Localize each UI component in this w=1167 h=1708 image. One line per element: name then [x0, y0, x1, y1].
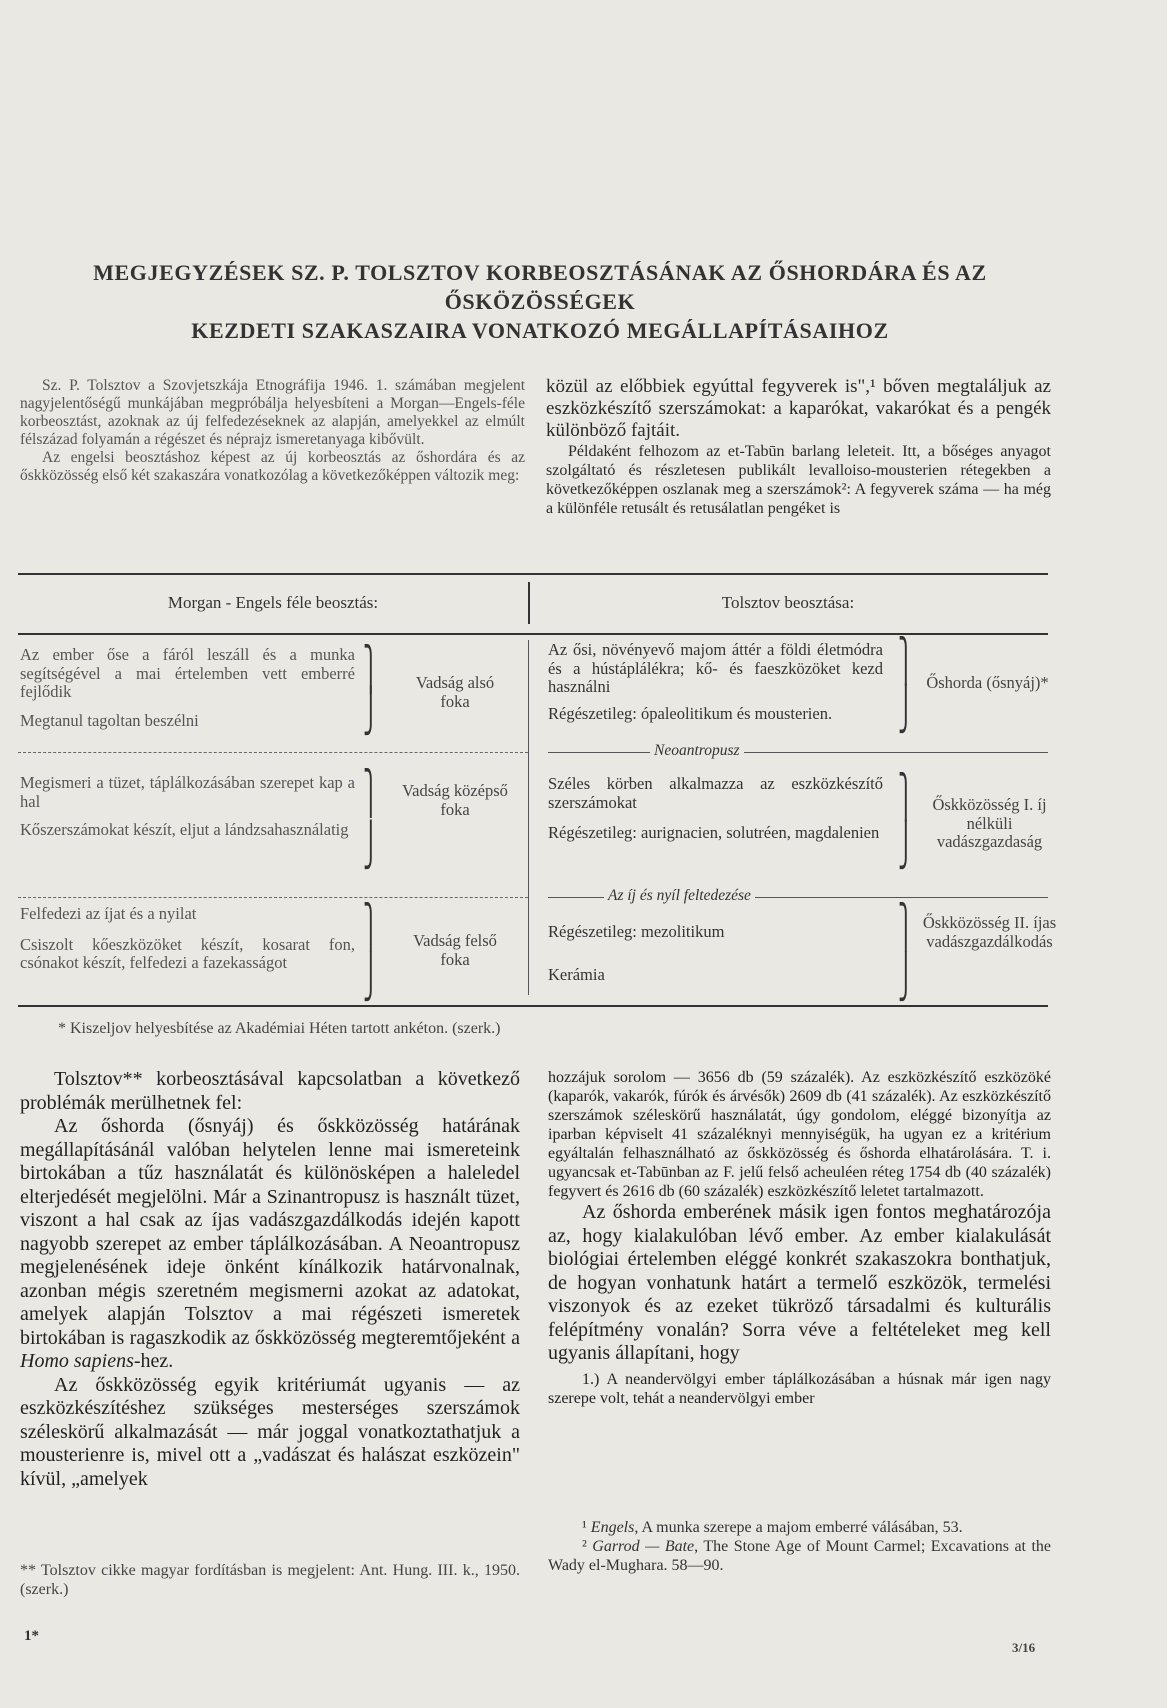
row3-right-a: Régészetileg: mezolitikum	[548, 922, 725, 941]
table-column-divider	[528, 640, 529, 995]
sep2-label: Az íj és nyíl feltedezése	[604, 887, 755, 905]
footnote-1-text: , A munka szerepe a majom emberré válásában, 53.	[634, 1519, 963, 1536]
row1-left-rule	[18, 752, 528, 753]
body-left-paragraph-2-text: Az őshorda (ősnyáj) és őskközösség határának megállapításánál valóban helytelen lenne mai ismereteink birtokában a tűz használatát és különösképen a haleledel elterjedését megjelölni. Már a Szinantropusz is használt tüzet, viszont a hal csak az íjas vadászgazdálkodás idején kapott nagyobb szerepet az ember táplálkozásában. A Neoantropusz megjelenésének ideje önként kínálkozik határvonalnak, azonban mégis szeretném megismerni azokat az adatokat, amelyek alapján Tolsztov a mai régészeti ismeretek birtokában is ragaszkodik az őskközösség megteremtőjeként a	[20, 1115, 520, 1349]
footnote-2-author: Garrod — Bate	[592, 1538, 695, 1555]
row2-category: Őskközösség I. íj nélküli vadászgazdaság	[932, 795, 1047, 851]
row1-right	[548, 641, 883, 723]
row1-right-a: Az ősi, növényevő majom áttér a földi életmódra és a hústáplálékra; kő- és faeszközöket kezd használni	[548, 640, 883, 696]
row2-left-a: Megismeri a tüzet, táplálkozásában szerepet kap a hal	[20, 773, 355, 811]
table-footnote: * Kiszeljov helyesbítése az Akadémiai Héten tartott ankéton. (szerk.)	[58, 1020, 501, 1037]
row3-right-b: Kerámia	[548, 964, 605, 984]
sep1-label: Neoantropusz	[650, 742, 744, 760]
row2-left-b: Kőszerszámokat készít, eljut a lándzsahasználatig	[20, 820, 349, 839]
body-left-paragraph-2	[20, 1115, 520, 1374]
row2-stage: Vadság középső foka	[402, 781, 508, 819]
row2-right-b: Régészetileg: aurignacien, solutréen, magdalenien	[548, 823, 880, 842]
page-mark-left: 1*	[24, 1628, 39, 1644]
body-left-paragraph-1: Tolsztov** korbeosztásával kapcsolatban a következő problémák merülhetnek fel:	[20, 1068, 520, 1114]
row2-left-brace-b: ⎭	[362, 820, 379, 869]
row3-right-brace-b: ⎭	[897, 952, 914, 1001]
table-header-right: Tolsztov beosztása:	[721, 593, 855, 612]
sep1-rule	[548, 752, 1048, 753]
footnotes-right	[548, 1518, 1051, 1575]
row3-stage: Vadság felső foka	[413, 931, 497, 969]
row2-left-brace: ⎫	[362, 768, 379, 817]
title-line-2: KEZDETI SZAKASZAIRA VONATKOZÓ MEGÁLLAPÍTÁSAIHOZ	[191, 318, 889, 343]
table-header-rule	[18, 633, 1048, 635]
intro-left	[20, 377, 525, 485]
row2-right-a: Széles körben alkalmazza az eszközkészítő szerszámokat	[548, 774, 883, 812]
row1-right-brace: ⎫	[897, 636, 914, 685]
intro-right	[546, 376, 1051, 518]
row3-right-brace: ⎫	[897, 902, 914, 951]
intro-left-paragraph-2: Az engelsi beosztáshoz képest az új korbeosztás az őshordára és az őskközösség első két szakaszára vonatkozólag a következőképpen változik meg:	[20, 449, 525, 484]
row3-left	[20, 905, 355, 973]
footnote-1: ¹ Engels, A munka szerepe a majom emberré válásában, 53.	[582, 1519, 963, 1536]
footnote-2: ² Garrod — Bate, The Stone Age of Mount Carmel; Excavations at the Wady el-Mughara. 58—90.	[548, 1538, 1051, 1574]
row3-left-b: Csiszolt kőeszközöket készít, kosarat fon, csónakot készít, felfedezi a fazekasságot	[20, 934, 355, 972]
article-title	[20, 258, 1060, 345]
row2-right-brace-b: ⎭	[897, 820, 914, 869]
body-right-paragraph-3: 1.) A neandervölgyi ember táplálkozásában a húsnak már igen nagy szerepe volt, tehát a neandervölgyi ember	[548, 1370, 1051, 1407]
title-line-1: MEGJEGYZÉSEK SZ. P. TOLSZTOV KORBEOSZTÁSÁNAK AZ ŐSHORDÁRA ÉS AZ ŐSKÖZÖSSÉGEK	[93, 260, 987, 314]
table-header-left: Morgan - Engels féle beosztás:	[167, 593, 379, 612]
row3-left-brace: ⎫	[362, 902, 379, 951]
body-right-paragraph-2: Az őshorda emberének másik igen fontos meghatározója az, hogy kialakulóban lévő ember. Az ember kialakulását biológiai értelemben eléggé konkrét szakaszokra bonthatjuk, de hogyan vonhatunk határt a termelő eszközök, termelési viszonyok és az ezeket tükröző társadalmi és kulturális felépítmény vonalán? Sorra véve a feltételeket meg kell ugyanis állapítani, hogy	[548, 1201, 1051, 1364]
row1-left	[20, 646, 355, 730]
row1-category: Őshorda (ősnyáj)*	[926, 673, 1049, 692]
page-mark-right: 3/16	[1012, 1640, 1036, 1655]
intro-right-paragraph-2: Példaként felhozom az et-Tabūn barlang leleteit. Itt, a bőséges anyagot szolgáltató és részletesen publikált levalloiso-mousterien rétegekben a következőképpen oszlanak meg a szerszámok²: A fegyverek száma — ha még a különféle retusált és retusálatlan pengéket is	[546, 443, 1051, 517]
row2-left	[20, 774, 355, 840]
intro-right-paragraph-1: közül az előbbiek egyúttal fegyverek is",¹ bőven megtaláljuk az eszközkészítő szerszámokat: a kaparókat, vakarókat és a pengék különböző fajtáit.	[546, 376, 1051, 441]
body-left-paragraph-2-end: -hez.	[133, 1350, 174, 1372]
row1-right-b: Régészetileg: ópaleolitikum és mousterien.	[548, 703, 833, 723]
row1-left-brace-b: ⎭	[362, 686, 379, 735]
homo-sapiens: Homo sapiens	[20, 1350, 134, 1372]
body-left	[20, 1068, 520, 1491]
row2-right	[548, 775, 883, 843]
row2-left-rule	[18, 897, 528, 898]
row1-left-b: Megtanul tagoltan beszélni	[20, 710, 199, 730]
row3-left-a: Felfedezi az íjat és a nyilat	[20, 904, 197, 923]
intro-left-paragraph-1: Sz. P. Tolsztov a Szovjetszkája Etnográfija 1946. 1. számában megjelent nagyjelentőségű munkájában megpróbálja helyesbíteni a Morgan—Engels-féle korbeosztást, azoknak az új felfedezéseknek az alapján, amelyekkel az elmúlt félszázad folyamán a régészet és néprajz ismeretanyaga kibővült.	[20, 377, 525, 448]
row1-left-a: Az ember őse a fáról leszáll és a munka segítségével a mai értelemben vett emberré fejlődik	[20, 645, 355, 701]
footnote-1-author: Engels	[590, 1519, 635, 1536]
row1-right-brace-b: ⎭	[897, 684, 914, 733]
row3-left-brace-b: ⎭	[362, 952, 379, 1001]
body-right-paragraph-1: hozzájuk sorolom — 3656 db (59 százalék). Az eszközkészítő eszközöké (kaparók, vakarók, fúrók és árvésők) 2609 db (41 százalék). Az eszközkészítő szerszámok széleskörű használatát, úgy gondolom, eléggé bizonyítja az iparban képviselt 41 százaléknyi mennyiségük, ha ugyan ez a kritérium egyáltalán felhasználható az őskközösség és őshorda elhatárolására. T. i. ugyancsak et-Tabūnban az F. jelű felső acheuléen réteg 1754 db (40 százalék) fegyvert és 2616 db (60 százalék) eszközkészítő leletet tartalmazott.	[548, 1069, 1051, 1200]
table-bottom-rule	[18, 1005, 1048, 1007]
row3-right	[548, 923, 883, 984]
row3-category: Őskközösség II. íjas vadászgazdálkodás	[922, 913, 1057, 951]
row2-right-brace: ⎫	[897, 772, 914, 821]
table-top-rule	[18, 573, 1048, 575]
row1-stage: Vadság alsó foka	[415, 673, 495, 711]
body-left-paragraph-3: Az őskközösség egyik kritériumát ugyanis — az eszközkészítéshez szükséges mesterséges szerszámok széleskörű alkalmazását — már joggal vonatkoztathatjuk a mousterienre is, mivel ott a „vadászat és halászat eszközein" kívül, „amelyek	[20, 1373, 520, 1490]
footnote-2-text: , The Stone Age of Mount Carmel; Excavations at the Wady el-Mughara. 58—90.	[548, 1538, 1051, 1574]
row1-left-brace: ⎫	[362, 644, 379, 693]
body-right	[548, 1068, 1051, 1408]
footnote-tolsztov: ** Tolsztov cikke magyar fordításban is megjelent: Ant. Hung. III. k., 1950. (szerk.)	[20, 1562, 520, 1598]
